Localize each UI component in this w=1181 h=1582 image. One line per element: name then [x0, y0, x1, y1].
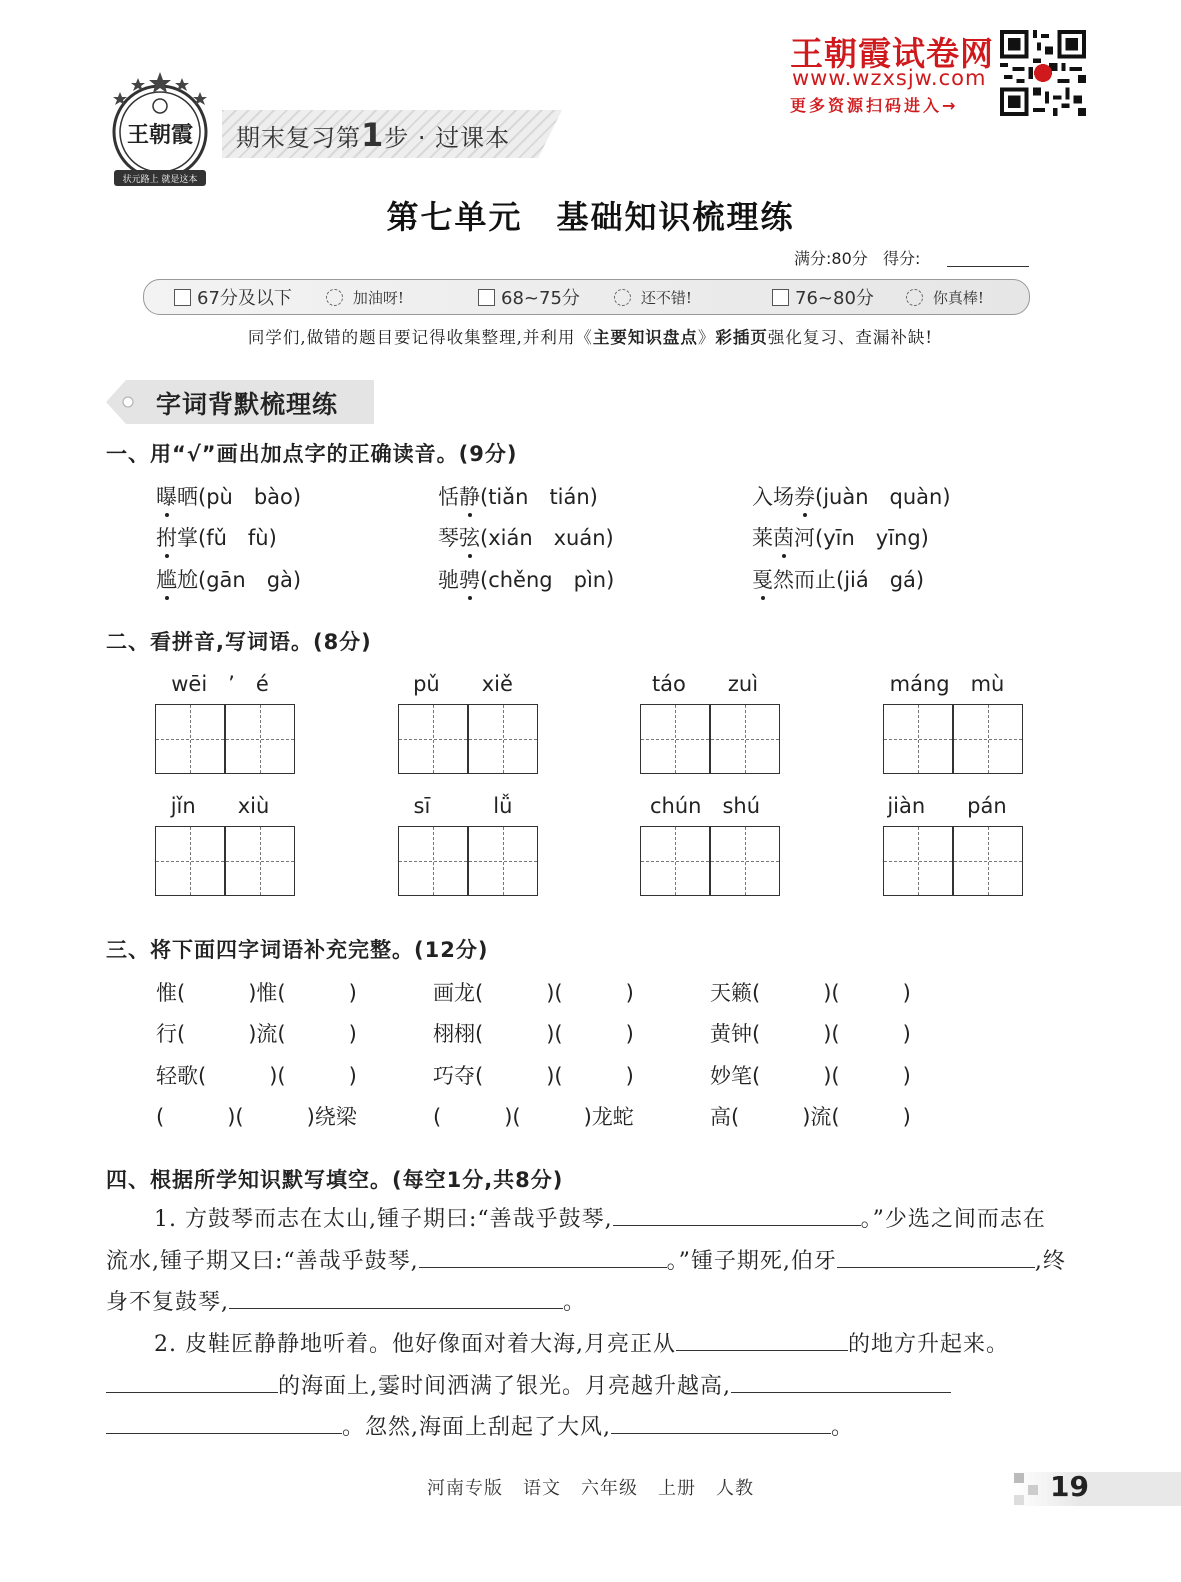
answer-blank[interactable] — [106, 1366, 278, 1393]
answer-blank[interactable] — [613, 1199, 861, 1226]
brand-tip: 更多资源扫码进入→ — [790, 96, 959, 115]
face-icon — [326, 289, 343, 306]
character-grid[interactable] — [640, 826, 710, 896]
character-grid[interactable] — [883, 704, 953, 774]
idiom-item[interactable]: ( )( )绕梁 — [156, 1105, 357, 1129]
character-grid[interactable] — [398, 826, 468, 896]
section-title: 字词背默梳理练 — [156, 390, 339, 419]
idiom-item[interactable]: 行( )流( ) — [156, 1022, 357, 1046]
character-grid[interactable] — [225, 826, 295, 896]
answer-blank[interactable] — [676, 1324, 848, 1351]
notice-text: 同学们,做错的题目要记得收集整理,并利用《主要知识盘点》彩插页强化复习、查漏补缺! — [247, 328, 934, 347]
idiom-item[interactable]: ( )( )龙蛇 — [433, 1105, 634, 1129]
pinyin-label: pǔ xiě — [413, 672, 513, 696]
badge-ribbon: 状元路上 就是这本 — [122, 175, 198, 185]
q2-heading: 二、看拼音,写词语。(8分) — [106, 630, 372, 654]
character-grid[interactable] — [710, 826, 780, 896]
q1-item[interactable]: 尴尬(gān gà) — [156, 568, 302, 592]
grade-option-high[interactable]: 76~80分 你真棒! — [772, 284, 984, 310]
pinyin-label: jiàn pán — [887, 794, 1007, 818]
character-grid[interactable] — [710, 704, 780, 774]
full-score: 满分:80分 — [794, 249, 868, 268]
q4-heading: 四、根据所学知识默写填空。(每空1分,共8分) — [106, 1168, 564, 1192]
character-grid[interactable] — [468, 826, 538, 896]
pinyin-label: sī lǚ — [413, 794, 513, 818]
idiom-item[interactable]: 轻歌( )( ) — [156, 1064, 357, 1088]
character-grid[interactable] — [398, 704, 468, 774]
badge-name: 王朝霞 — [126, 122, 194, 148]
pinyin-label: táo zuì — [651, 672, 759, 696]
page-decoration — [1014, 1473, 1042, 1505]
character-grid[interactable] — [953, 826, 1023, 896]
q3-heading: 三、将下面四字词语补充完整。(12分) — [106, 938, 489, 962]
idiom-item[interactable]: 画龙( )( ) — [433, 981, 634, 1005]
page-title: 第七单元 基础知识梳理练 — [386, 198, 795, 236]
q1-item[interactable]: 曝晒(pù bào) — [156, 485, 302, 509]
answer-blank[interactable] — [419, 1241, 667, 1268]
character-grid[interactable] — [155, 826, 225, 896]
pinyin-label: jǐn xiù — [170, 794, 270, 818]
checkbox-icon[interactable] — [478, 289, 495, 306]
q1-item[interactable]: 拊掌(fǔ fù) — [156, 526, 277, 550]
page-number: 19 — [1050, 1470, 1089, 1503]
checkbox-icon[interactable] — [772, 289, 789, 306]
q1-item[interactable]: 恬静(tiǎn tián) — [438, 485, 598, 509]
idiom-item[interactable]: 高( )流( ) — [710, 1105, 911, 1129]
answer-blank[interactable] — [731, 1366, 951, 1393]
score-line — [794, 246, 920, 269]
q1-item[interactable]: 驰骋(chěng pìn) — [438, 568, 615, 592]
score-label: 得分: — [883, 249, 921, 268]
character-grid[interactable] — [640, 704, 710, 774]
q1-item[interactable]: 莱茵河(yīn yīng) — [752, 526, 929, 550]
q1-item[interactable]: 戛然而止(jiá gá) — [752, 568, 925, 592]
answer-blank[interactable] — [917, 1241, 1035, 1268]
pinyin-label: máng mù — [889, 672, 1005, 696]
pinyin-label: chún shú — [649, 794, 761, 818]
grade-option-low[interactable]: 67分及以下 加油呀! — [174, 284, 404, 310]
idiom-item[interactable]: 黄钟( )( ) — [710, 1022, 911, 1046]
footer: 河南专版 语文 六年级 上册 人教 — [427, 1478, 754, 1499]
idiom-item[interactable]: 天籁( )( ) — [710, 981, 911, 1005]
step-label: 期末复习第1步 · 过课本 — [236, 116, 511, 154]
character-grid[interactable] — [883, 826, 953, 896]
answer-blank[interactable] — [229, 1282, 563, 1309]
answer-blank[interactable] — [106, 1407, 342, 1434]
brand-url[interactable]: www.wzxsjw.com — [792, 66, 987, 90]
checkbox-icon[interactable] — [174, 289, 191, 306]
character-grid[interactable] — [953, 704, 1023, 774]
q4-passage-1: 1. 方鼓琴而志在太山,锺子期曰:“善哉乎鼓琴, 。”少选之间而志在流水,锺子期又曰:“善哉乎鼓琴, 。”锺子期死,伯牙 ,终身不复鼓琴, 。 — [106, 1199, 1066, 1324]
character-grid[interactable] — [155, 704, 225, 774]
face-icon — [906, 289, 923, 306]
q1-item[interactable]: 琴弦(xián xuán) — [438, 526, 614, 550]
q4-passage-2: 2. 皮鞋匠静静地听着。他好像面对着大海,月亮正从 的地方升起来。的海面上,霎时间洒满了银光。月亮越升越高,。忽然,海面上刮起了大风, 。 — [106, 1324, 1066, 1449]
idiom-item[interactable]: 惟( )惟( ) — [156, 981, 357, 1005]
character-grid[interactable] — [468, 704, 538, 774]
qr-code-icon[interactable] — [1000, 30, 1086, 116]
face-icon — [614, 289, 631, 306]
q1-heading: 一、用“√”画出加点字的正确读音。(9分) — [106, 442, 518, 466]
answer-blank[interactable] — [611, 1407, 831, 1434]
idiom-item[interactable]: 栩栩( )( ) — [433, 1022, 634, 1046]
q1-item[interactable]: 入场券(juàn quàn) — [752, 485, 951, 509]
brand-title: 王朝霞试卷网 — [790, 34, 994, 73]
idiom-item[interactable]: 巧夺( )( ) — [433, 1064, 634, 1088]
pinyin-label: wēi ’ é — [171, 672, 269, 696]
score-blank[interactable] — [947, 266, 1029, 267]
idiom-item[interactable]: 妙笔( )( ) — [710, 1064, 911, 1088]
step-number: 1 — [361, 116, 385, 154]
brand-badge-logo — [108, 70, 212, 188]
answer-blank[interactable] — [837, 1241, 917, 1268]
character-grid[interactable] — [225, 704, 295, 774]
grade-option-mid[interactable]: 68~75分 还不错! — [478, 284, 692, 310]
